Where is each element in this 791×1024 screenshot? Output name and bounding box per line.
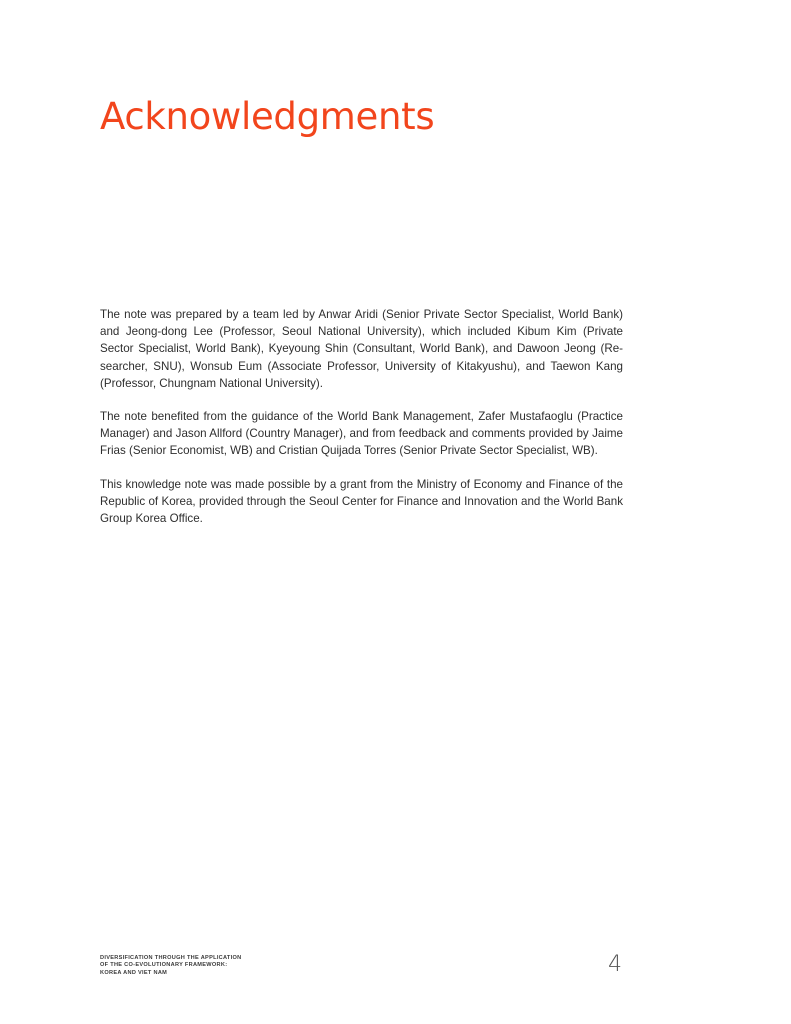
paragraph-grant: This knowledge note was made possible by a grant from the Ministry of Economy and Finance of the Republic of Korea, provided through the Seoul Center for Finance and Innovation and the World Bank Group Korea Office. (100, 477, 623, 526)
footer-document-title (100, 955, 242, 977)
acknowledgments-body (100, 306, 623, 543)
paragraph-team: The note was prepared by a team led by Anwar Aridi (Senior Private Sector Specialist, World Bank) and Jeong-dong Lee (Professor, Seoul National University), which included Kibum Kim (Private Sector Specialist, World Bank), Kyeyoung Shin (Consultant, World Bank), and Dawoon Jeong (Re-searcher, SNU), Wonsub Eum (Associate Professor, University of Kitakyushu), and Taewon Kang (Professor, Chungnam National University). (100, 308, 623, 390)
footer-title-line: DIVERSIFICATION THROUGH THE APPLICATION (100, 955, 242, 961)
paragraph-guidance: The note benefited from the guidance of the World Bank Management, Zafer Mustafaoglu (Practice Manager) and Jason Allford (Country Manager), and from feedback and comments provided by Jaime Frias (Senior Economist, WB) and Cristian Quijada Torres (Senior Private Sector Specialist, WB). (100, 410, 623, 458)
footer-title-line: KOREA AND VIET NAM (100, 969, 168, 976)
page-title: Acknowledgments (100, 95, 435, 138)
page-number: 4 (608, 952, 622, 977)
footer-title-line: OF THE CO-EVOLUTIONARY FRAMEWORK: (100, 962, 228, 969)
